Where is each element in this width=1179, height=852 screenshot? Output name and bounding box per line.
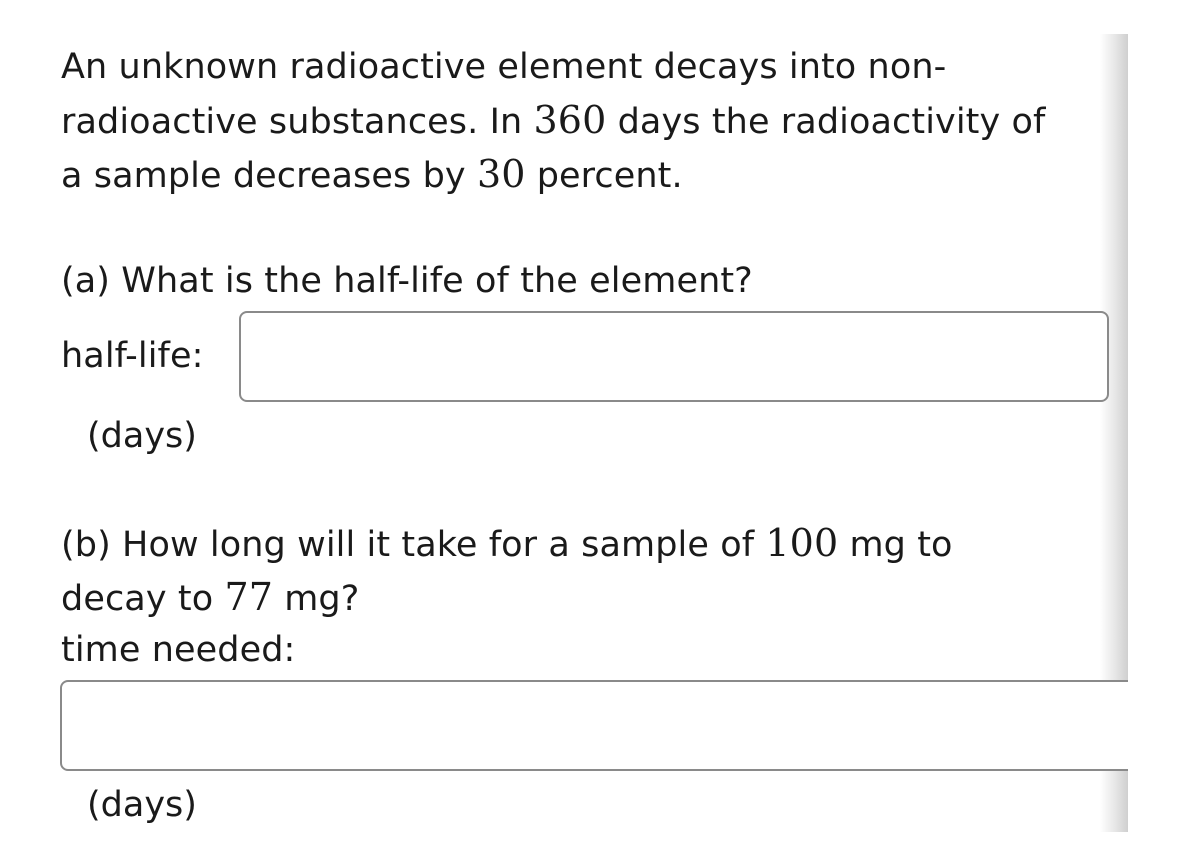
units-label: (days) xyxy=(87,785,197,825)
math-number: 30 xyxy=(476,152,526,196)
question-text: decay to xyxy=(61,579,225,619)
question-text: (b) How long will it take for a sample of xyxy=(61,525,766,565)
math-number: 360 xyxy=(533,98,607,142)
units-label: (days) xyxy=(87,416,197,456)
part-b-question-line-1 xyxy=(61,523,953,565)
problem-text: radioactive substances. In xyxy=(61,102,534,142)
viewport-edge xyxy=(1128,0,1179,852)
problem-line-3 xyxy=(61,154,683,196)
problem-text: An unknown radioactive element decays into non- xyxy=(61,47,947,87)
half-life-units xyxy=(87,416,197,456)
problem-text: a sample decreases by xyxy=(61,156,477,196)
field-label: time needed: xyxy=(61,630,296,670)
problem-line-1 xyxy=(61,47,946,87)
problem-text: days the radioactivity of xyxy=(606,102,1046,142)
question-text: mg to xyxy=(838,525,953,565)
math-number: 77 xyxy=(224,575,274,619)
question-text: mg? xyxy=(273,579,360,619)
problem-text: percent. xyxy=(525,156,683,196)
part-a-question xyxy=(61,261,753,301)
field-label: half-life: xyxy=(61,336,204,376)
question-text: (a) What is the half-life of the element? xyxy=(61,261,753,301)
time-needed-label xyxy=(61,630,295,670)
time-needed-input[interactable] xyxy=(60,680,1140,771)
part-b-question-line-2 xyxy=(61,577,359,619)
time-needed-units xyxy=(87,785,197,825)
problem-line-2 xyxy=(61,100,1045,142)
half-life-input[interactable] xyxy=(239,311,1109,402)
math-number: 100 xyxy=(765,521,839,565)
half-life-label xyxy=(61,336,204,376)
